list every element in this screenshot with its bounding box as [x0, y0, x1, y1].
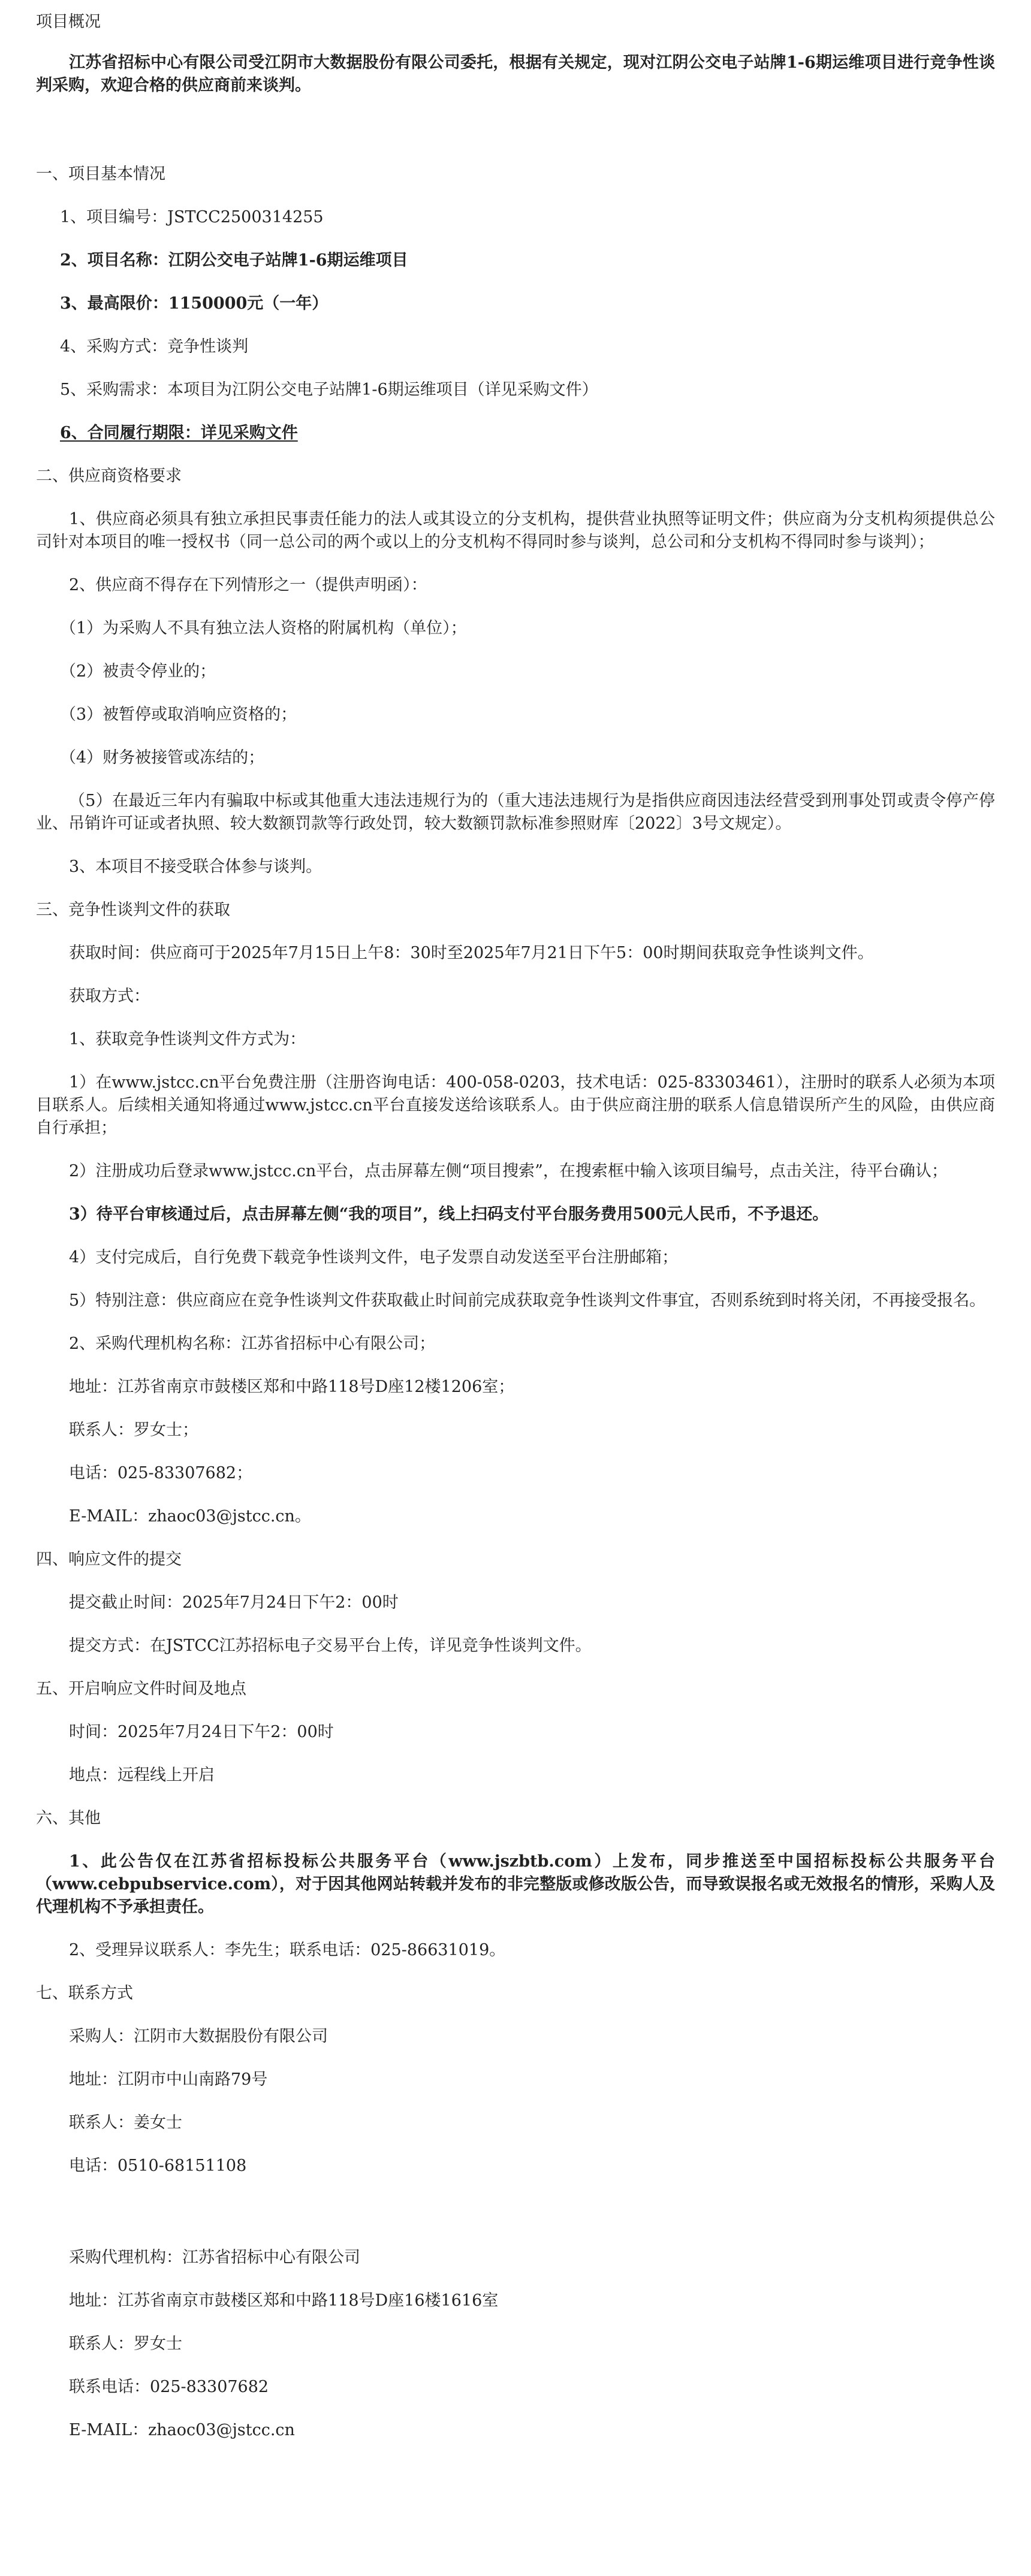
acquire-step-4: 4）支付完成后，自行免费下载竞争性谈判文件，电子发票自动发送至平台注册邮箱； [69, 1248, 679, 1267]
agency-phone: 电话：025-83307682； [69, 1464, 253, 1482]
section-7-heading: 七、联系方式 [36, 1984, 133, 2003]
section-2-heading: 二、供应商资格要求 [36, 467, 182, 485]
overview-text: 江苏省招标中心有限公司受江阴市大数据股份有限公司委托，根据有关规定，现对江阴公交电子站牌1-6期运维项目进行竞争性谈判采购，欢迎合格的供应商前来谈判。 [36, 53, 995, 95]
condition-5: （5）在最近三年内有骗取中标或其他重大违法违规行为的（重大违法违规行为是指供应商因违法经营受到刑事处罚或责令停产停业、吊销许可证或者执照、较大数额罚款等行政处罚，较大数额罚款标准参照财库〔2022〕3号文规定）。 [36, 792, 995, 833]
buyer-phone: 电话：0510-68151108 [69, 2157, 247, 2175]
acquire-time: 获取时间：供应商可于2025年7月15日上午8：30时至2025年7月21日下午5：00时期间获取竞争性谈判文件。 [69, 944, 874, 962]
project-number: 1、项目编号：JSTCC2500314255 [60, 208, 324, 227]
opening-time: 时间：2025年7月24日下午2：00时 [69, 1723, 334, 1741]
agent-phone: 联系电话：025-83307682 [69, 2378, 269, 2396]
acquire-method: 获取方式： [69, 987, 150, 1005]
section-6-heading: 六、其他 [36, 1809, 101, 1828]
agency-address: 地址：江苏省南京市鼓楼区郑和中路118号D座12楼1206室； [69, 1378, 515, 1396]
agency-name: 2、采购代理机构名称：江苏省招标中心有限公司； [69, 1334, 436, 1353]
qualification-2: 2、供应商不得存在下列情形之一（提供声明函）： [69, 576, 427, 594]
agency-contact: 联系人：罗女士； [69, 1421, 198, 1439]
agent-contact: 联系人：罗女士 [69, 2335, 182, 2353]
submit-deadline: 提交截止时间：2025年7月24日下午2：00时 [69, 1593, 399, 1612]
condition-1: （1）为采购人不具有独立法人资格的附属机构（单位）； [60, 619, 467, 638]
acquire-step-1: 1）在www.jstcc.cn平台免费注册（注册咨询电话：400-058-0203，技术电话：025-83303461），注册时的联系人必须为本项目联系人。后续相关通知将通过www.jstcc.cn平台直接发送给该联系人。由于供应商注册的联系人信息错误所产生的风险，由供应商自行承担； [36, 1073, 995, 1137]
section-4-heading: 四、响应文件的提交 [36, 1550, 182, 1569]
agent-name: 采购代理机构：江苏省招标中心有限公司 [69, 2248, 360, 2267]
other-notice-1: 1、此公告仅在江苏省招标投标公共服务平台（www.jszbtb.com）上发布，同步推送至中国招标投标公共服务平台（www.cebpubservice.com），对于因其他网站转载并发布的非完整版或修改版公告，而导致误报名或无效报名的情形，采购人及代理机构不予承担责任。 [36, 1852, 995, 1916]
submit-way: 提交方式：在JSTCC江苏招标电子交易平台上传，详见竞争性谈判文件。 [69, 1636, 592, 1655]
section-1-heading: 一、项目基本情况 [36, 165, 165, 183]
condition-4: （4）财务被接管或冻结的； [60, 748, 265, 767]
agency-email: E-MAIL：zhaoc03@jstcc.cn。 [69, 1507, 311, 1526]
opening-place: 地点：远程线上开启 [69, 1766, 215, 1784]
acquire-step-2: 2）注册成功后登录www.jstcc.cn平台，点击屏幕左侧“项目搜索”，在搜索框中输入该项目编号，点击关注，待平台确认； [69, 1162, 948, 1180]
section-5-heading: 五、开启响应文件时间及地点 [36, 1680, 246, 1698]
qualification-1: 1、供应商必须具有独立承担民事责任能力的法人或其设立的分支机构，提供营业执照等证明文件；供应商为分支机构须提供总公司针对本项目的唯一授权书（同一总公司的两个或以上的分支机构不得同时参与谈判，总公司和分支机构不得同时参与谈判）； [36, 510, 995, 551]
acquire-method-1: 1、获取竞争性谈判文件方式为： [69, 1030, 306, 1049]
buyer-address: 地址：江阴市中山南路79号 [69, 2070, 268, 2089]
condition-2: （2）被责令停业的； [60, 662, 216, 681]
max-price: 3、最高限价：1150000元（一年） [60, 294, 328, 313]
overview-title: 项目概况 [36, 13, 101, 31]
other-notice-2: 2、受理异议联系人：李先生；联系电话：025-86631019。 [69, 1941, 506, 1959]
condition-3: （3）被暂停或取消响应资格的； [60, 705, 297, 724]
agent-email: E-MAIL：zhaoc03@jstcc.cn [69, 2421, 295, 2439]
acquire-step-5: 5）特别注意：供应商应在竞争性谈判文件获取截止时间前完成获取竞争性谈判文件事宜，否则系统到时将关闭，不再接受报名。 [69, 1291, 986, 1310]
qualification-3: 3、本项目不接受联合体参与谈判。 [69, 857, 322, 876]
agent-address: 地址：江苏省南京市鼓楼区郑和中路118号D座16楼1616室 [69, 2291, 499, 2310]
procurement-method: 4、采购方式：竞争性谈判 [60, 337, 249, 356]
buyer-name: 采购人：江阴市大数据股份有限公司 [69, 2027, 328, 2046]
procurement-demand: 5、采购需求：本项目为江阴公交电子站牌1-6期运维项目（详见采购文件） [60, 380, 598, 399]
project-name: 2、项目名称：江阴公交电子站牌1-6期运维项目 [60, 251, 408, 270]
buyer-contact: 联系人：姜女士 [69, 2113, 182, 2132]
acquire-step-3: 3）待平台审核通过后，点击屏幕左侧“我的项目”，线上扫码支付平台服务费用500元人民币，不予退还。 [69, 1205, 829, 1224]
section-3-heading: 三、竞争性谈判文件的获取 [36, 901, 230, 919]
contract-period: 6、合同履行期限：详见采购文件 [60, 424, 298, 442]
